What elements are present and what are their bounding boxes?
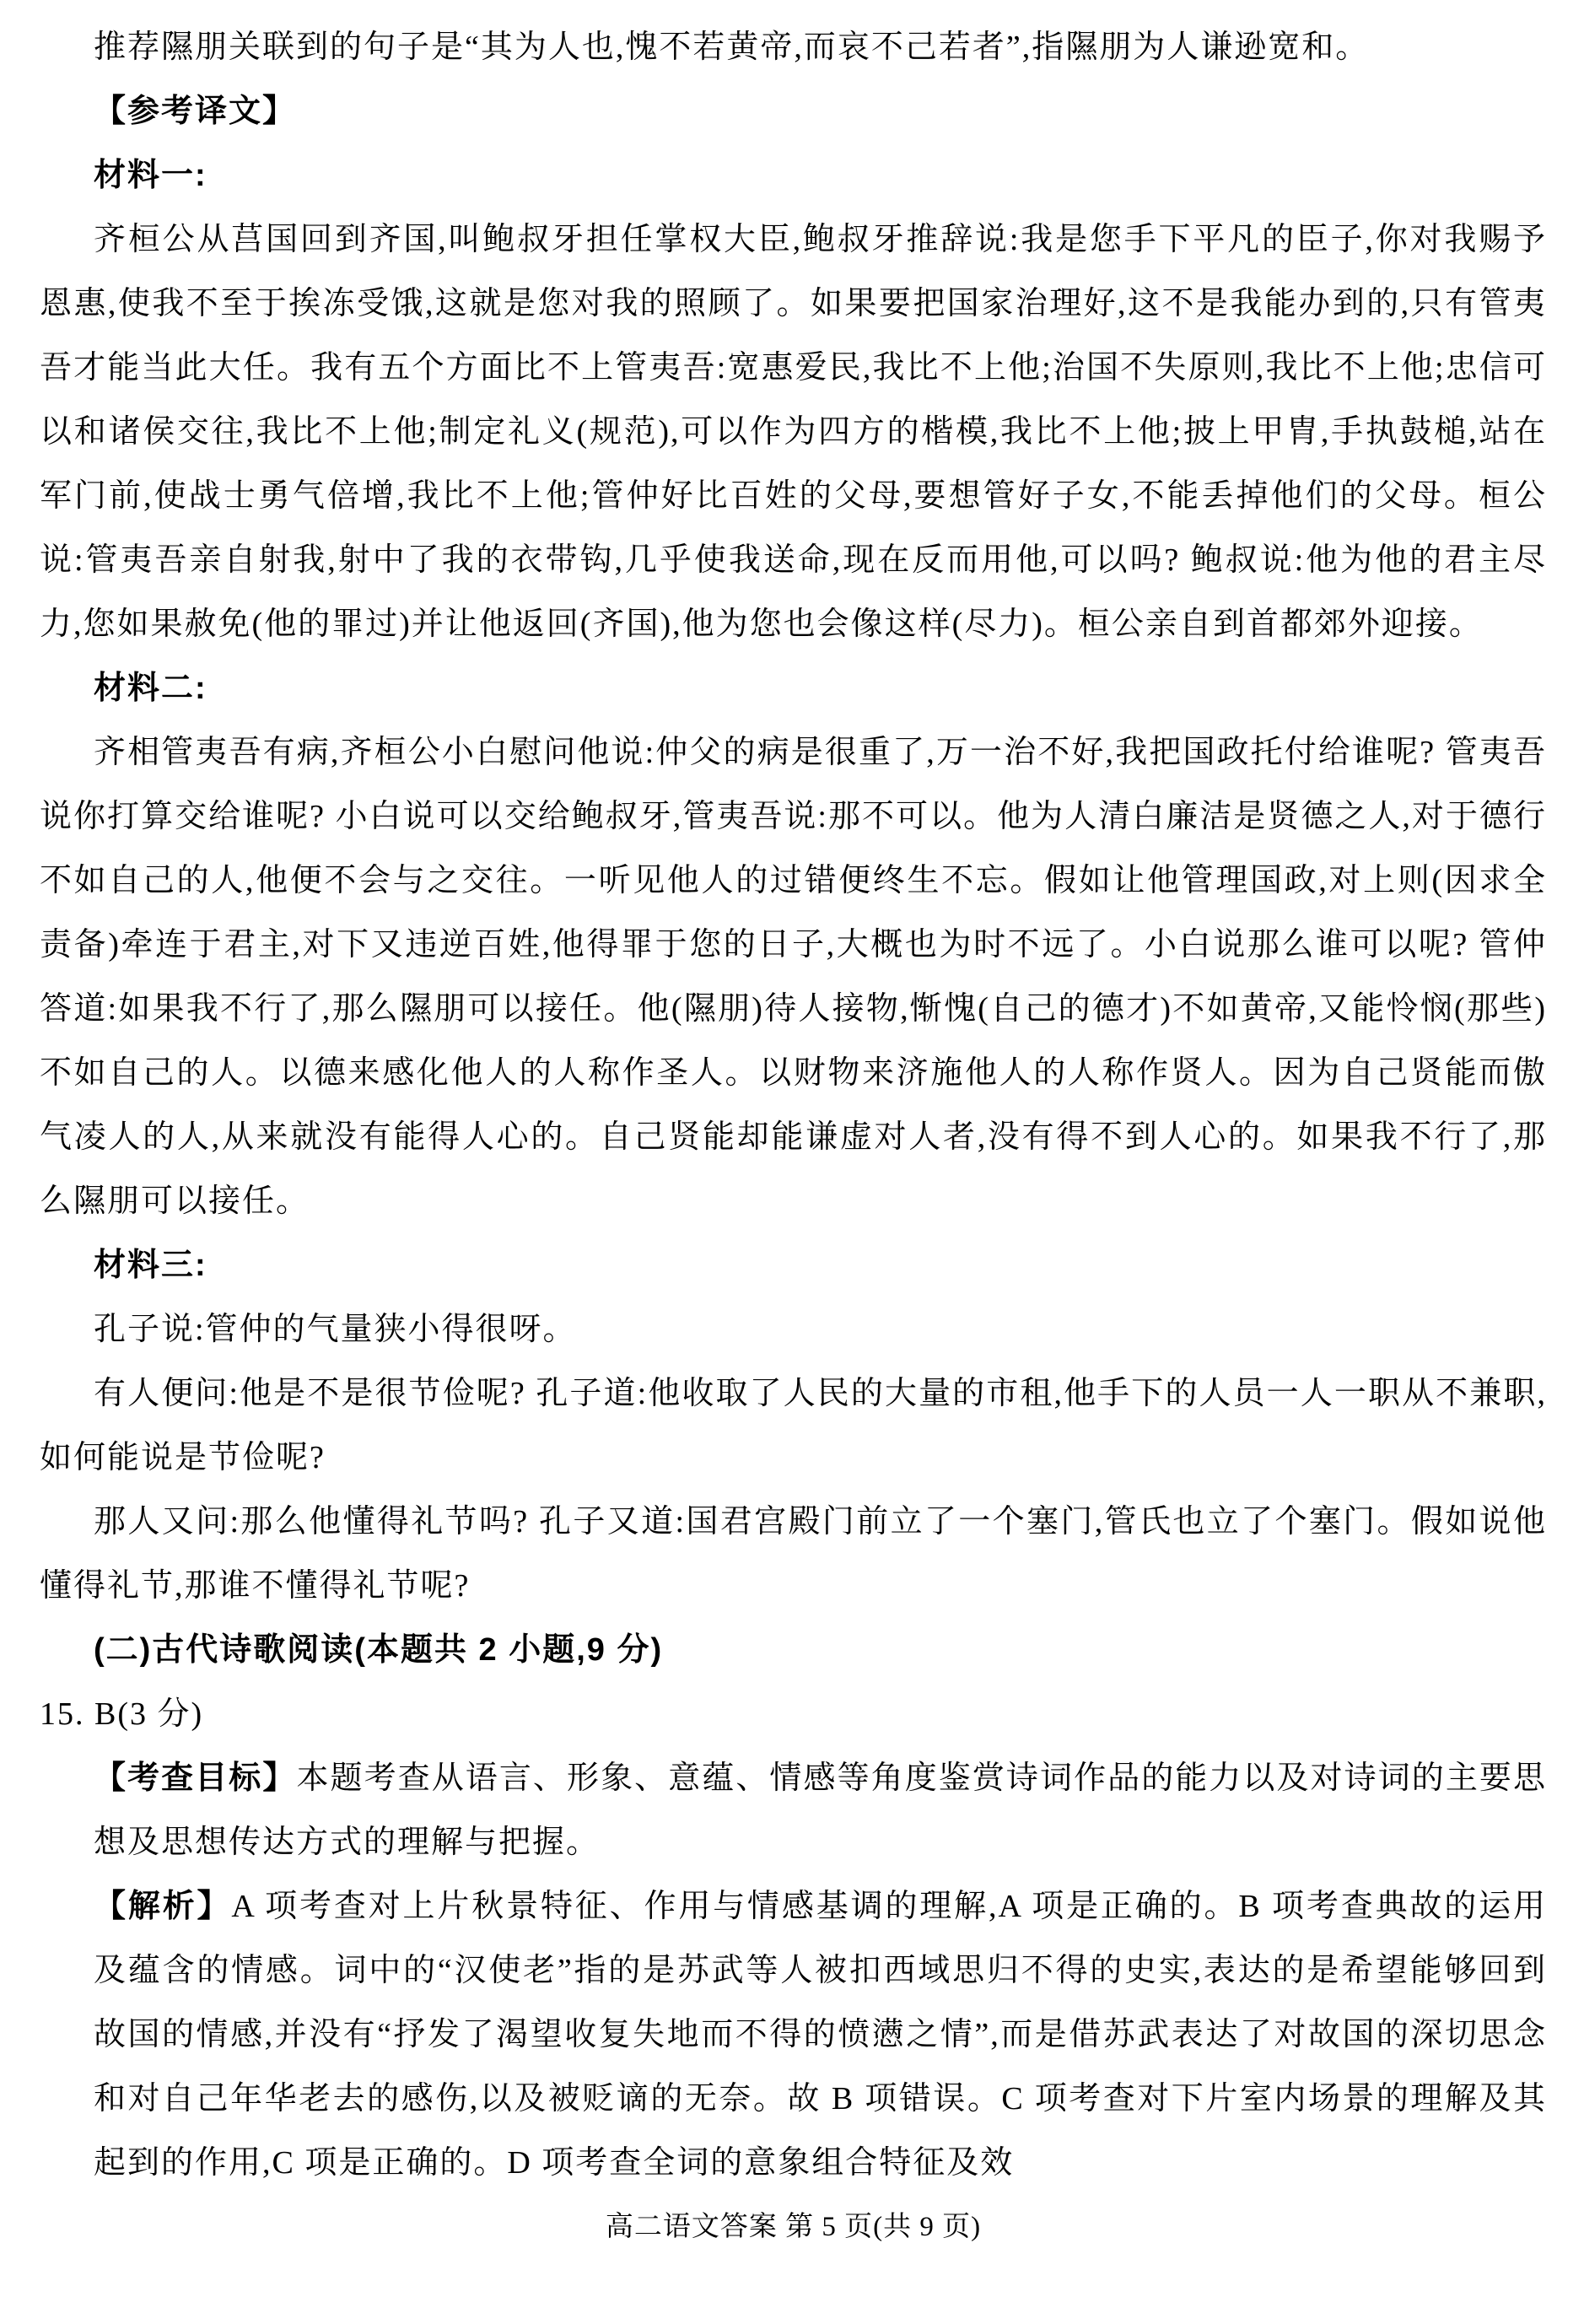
material-3-paragraph-2: 有人便问:他是不是很节俭呢? 孔子道:他收取了人民的大量的市租,他手下的人员一人一职从不兼职,如何能说是节俭呢? xyxy=(40,1376,1547,1475)
material-3-paragraph-3: 那人又问:那么他懂得礼节吗? 孔子又道:国君宫殿门前立了一个塞门,管氏也立了个塞门。假如说他懂得礼节,那谁不懂得礼节呢? xyxy=(40,1504,1547,1604)
exam-objective-text: 本题考查从语言、形象、意蕴、情感等角度鉴赏诗词作品的能力以及对诗词的主要思想及思想传达方式的理解与把握。 xyxy=(94,1761,1547,1860)
page-footer: 高二语文答案 第 5 页(共 9 页) xyxy=(605,2212,982,2242)
intro-line: 推荐隰朋关联到的句子是“其为人也,愧不若黄帝,而哀不己若者”,指隰朋为人谦逊宽和。 xyxy=(94,30,1370,65)
section-2-poetry-heading: (二)古代诗歌阅读(本题共 2 小题,9 分) xyxy=(94,1632,664,1668)
material-1-paragraph: 齐桓公从莒国回到齐国,叫鲍叔牙担任掌权大臣,鲍叔牙推辞说:我是您手下平凡的臣子,你对我赐予恩惠,使我不至于挨冻受饿,这就是您对我的照顾了。如果要把国家治理好,这不是我能办到的,只有管夷吾才能当此大任。我有五个方面比不上管夷吾:宽惠爱民,我比不上他;治国不失原则,我比不上他;忠信可以和诸侯交往,我比不上他;制定礼义(规范),可以作为四方的楷模,我比不上他;披上甲胄,手执鼓槌,站在军门前,使战士勇气倍增,我比不上他;管仲好比百姓的父母,要想管好子女,不能丢掉他们的父母。桓公说:管夷吾亲自射我,射中了我的衣带钩,几乎使我送命,现在反而用他,可以吗? 鲍叔说:他为他的君主尽力,您如果赦免(他的罪过)并让他返回(齐国),他为您也会像这样(尽力)。桓公亲自到首都郊外迎接。 xyxy=(40,222,1547,642)
material-2-heading: 材料二: xyxy=(94,671,207,706)
material-1-heading: 材料一: xyxy=(94,158,207,193)
exam-objective-label: 【考查目标】 xyxy=(94,1761,297,1796)
reference-translation-heading: 【参考译文】 xyxy=(94,94,297,129)
analysis-text: A 项考查对上片秋景特征、作用与情感基调的理解,A 项是正确的。B 项考查典故的运用及蕴含的情感。词中的“汉使老”指的是苏武等人被扣西域思归不得的史实,表达的是希望能够回到故国的情感,并没有“抒发了渴望收复失地而不得的愤懑之情”,而是借苏武表达了对故国的深切思念和对自己年华老去的感伤,以及被贬谪的无奈。故 B 项错误。C 项考查对下片室内场景的理解及其起到的作用,C 项是正确的。D 项考查全词的意象组合特征及效 xyxy=(94,1889,1547,2181)
question-15-answer: 15. B(3 分) xyxy=(40,1696,204,1732)
analysis-paragraph xyxy=(40,1874,1547,2195)
exam-objective-paragraph xyxy=(40,1746,1547,1874)
material-2-paragraph: 齐相管夷吾有病,齐桓公小白慰问他说:仲父的病是很重了,万一治不好,我把国政托付给谁呢? 管夷吾说你打算交给谁呢? 小白说可以交给鲍叔牙,管夷吾说:那不可以。他为人清白廉洁是贤德之人,对于德行不如自己的人,他便不会与之交往。一听见他人的过错便终生不忘。假如让他管理国政,对上则(因求全责备)牵连于君主,对下又违逆百姓,他得罪于您的日子,大概也为时不远了。小白说那么谁可以呢? 管仲答道:如果我不行了,那么隰朋可以接任。他(隰朋)待人接物,惭愧(自己的德才)不如黄帝,又能怜悯(那些)不如自己的人。以德来感化他人的人称作圣人。以财物来济施他人的人称作贤人。因为自己贤能而傲气凌人的人,从来就没有能得人心的。自己贤能却能谦虚对人者,没有得不到人心的。如果我不行了,那么隰朋可以接任。 xyxy=(40,735,1547,1219)
material-3-paragraph-1: 孔子说:管仲的气量狭小得很呀。 xyxy=(94,1312,577,1347)
material-3-heading: 材料三: xyxy=(94,1248,207,1283)
analysis-label: 【解析】 xyxy=(94,1889,232,1924)
